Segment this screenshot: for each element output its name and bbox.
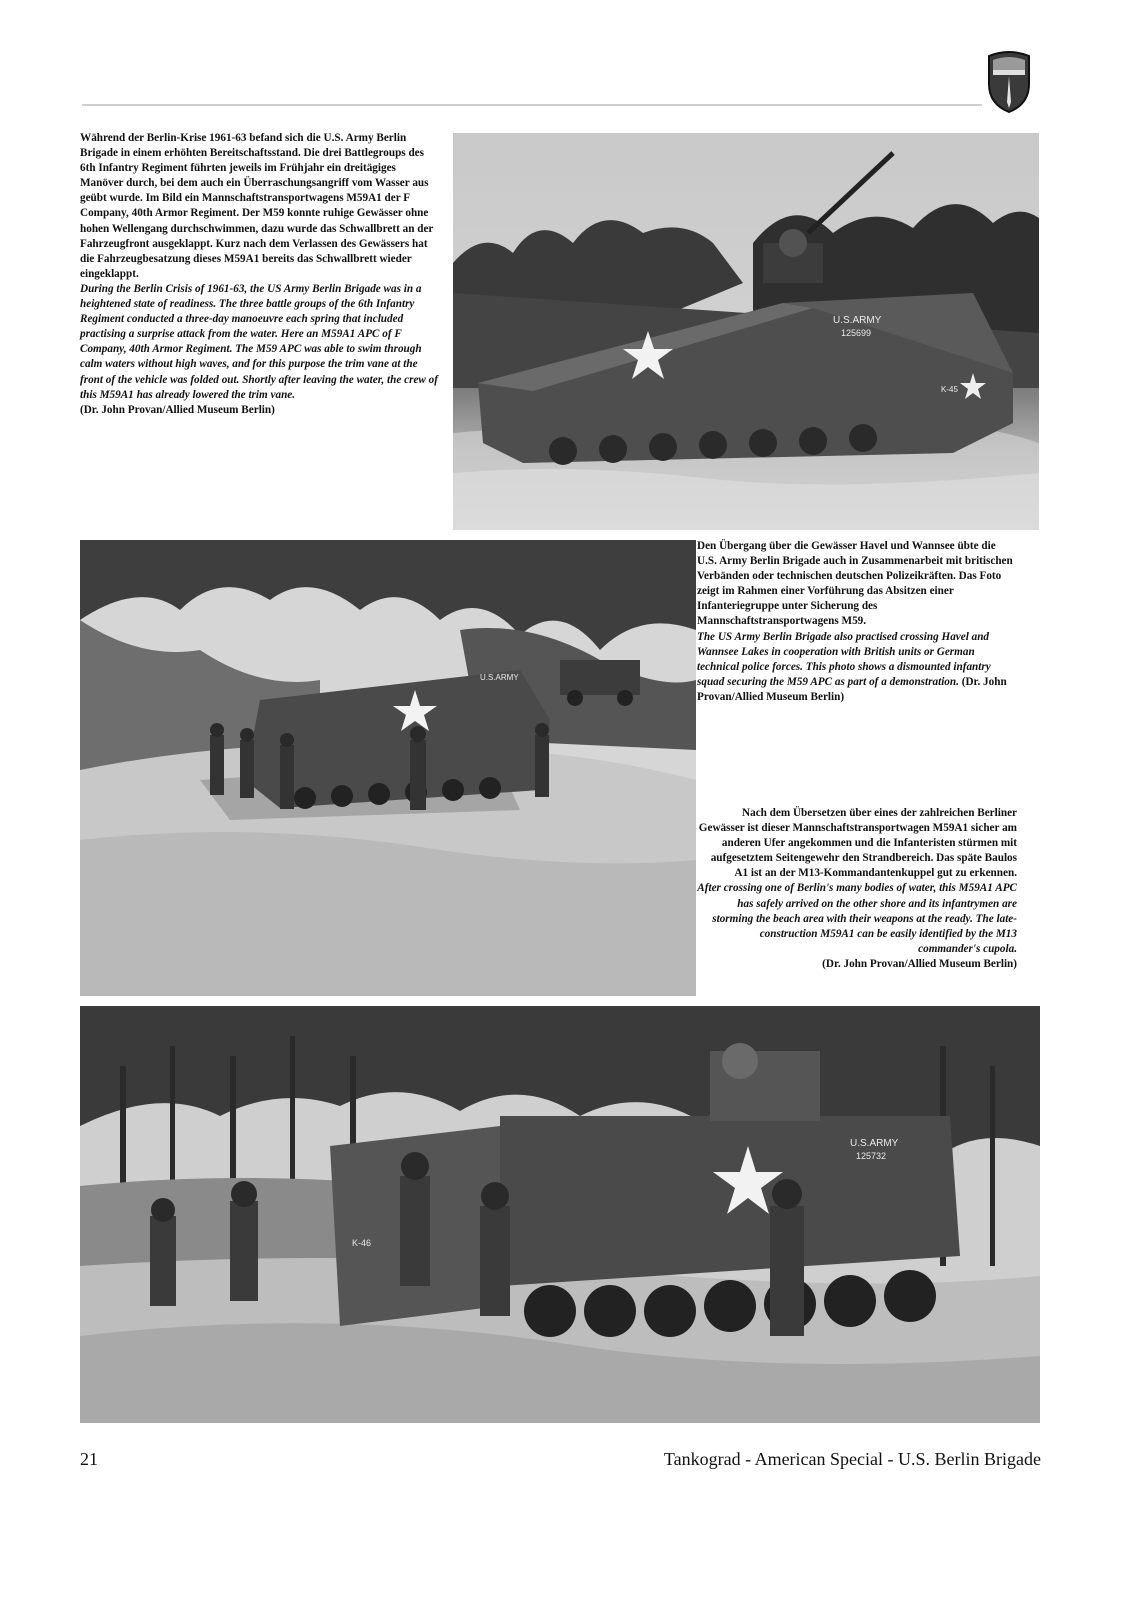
photo-credit: (Dr. John Provan/Allied Museum Berlin) (80, 403, 275, 416)
caption-apc-swimming (80, 131, 440, 418)
caption-german-text: Den Übergang über die Gewässer Havel und Wannsee übte die U.S. Army Berlin Brigade auch in Zusammenarbeit mit britischen Verbänden oder technischen deutschen Polizeikräften. Das Foto zeigt im Rahmen einer Vorführung das Absitzen einer Infanteriegruppe unter Sicherung des Mannschaftstransportwagens M59. (697, 540, 1013, 628)
caption-english-text: During the Berlin Crisis of 1961-63, the US Army Berlin Brigade was in a heightened state of readiness. The three battle groups of the 6th Infantry Regiment conducted a three-day manoeuvre each spring that included practising a surprise attack from the water. Here an M59A1 APC of F Company, 40th Armor Regiment. The M59 APC was able to swim through calm waters without high waves, and for this purpose the trim vane at the front of the vehicle was folded out. Shortly after leaving the water, the crew of this M59A1 has already lowered the trim vane. (80, 282, 438, 401)
footer-publication-title: Tankograd - American Special - U.S. Berlin Brigade (663, 1449, 1041, 1469)
vehicle-serial: 125699 (841, 328, 872, 338)
photo-m59a1-leaving-water (453, 133, 1039, 530)
vehicle-side-code: K-45 (941, 385, 958, 394)
page-number: 21 (80, 1449, 98, 1469)
photo-infantry-storming-beach (80, 1006, 1040, 1423)
caption-english-text: After crossing one of Berlin's many bodies of water, this M59A1 APC has safely arrived on the other shore and its infantrymen are storming the beach area with their weapons at the ready. The late-construction M59A1 can be easily identified by the M13 commander's cupola. (697, 882, 1017, 955)
caption-english-text: The US Army Berlin Brigade also practised crossing Havel and Wannsee Lakes in cooperation with British units or German technical police forces. This photo shows a dismounted infantry squad securing the M59 APC as part of a demonstration. (697, 630, 991, 688)
vehicle-marking: U.S.ARMY (850, 1138, 899, 1149)
caption-crossing-havel-wannsee (697, 539, 1017, 705)
vehicle-serial: 125732 (856, 1151, 887, 1161)
photo-credit: (Dr. John Provan/Allied Museum Berlin) (697, 675, 1007, 703)
shield-logo-icon (985, 50, 1033, 114)
caption-storming-beach (697, 806, 1017, 972)
vehicle-side-code: K-46 (352, 1238, 372, 1248)
vehicle-marking: U.S.ARMY (480, 673, 519, 682)
header-rule (82, 104, 982, 106)
caption-german-text: Während der Berlin-Krise 1961-63 befand sich die U.S. Army Berlin Brigade in einem erhöhten Bereitschaftsstand. Die drei Battlegroups des 6th Infantry Regiment führten jeweils im Frühjahr ein dreitägiges Manöver durch, bei dem auch ein Überraschungsangriff vom Wasser aus geübt wurde. Im Bild ein Mannschaftstransportwagens M59A1 der F Company, 40th Armor Regiment. Der M59 konnte ruhige Gewässer ohne hohen Wellengang durchschwimmen, dazu wurde das Schwallbrett an der Fahrzeugfront ausgeklappt. Kurz nach dem Verlassen des Gewässers hat die Fahrzeugbesatzung dieses M59A1 bereits das Schwallbrett wieder eingeklappt. (80, 132, 434, 280)
photo-credit: (Dr. John Provan/Allied Museum Berlin) (822, 957, 1017, 970)
photo-dismounted-squad (80, 540, 696, 996)
vehicle-marking: U.S.ARMY (833, 315, 882, 326)
caption-german-text: Nach dem Übersetzen über eines der zahlreichen Berliner Gewässer ist dieser Mannschaftstransportwagen M59A1 sicher am anderen Ufer angekommen und die Infanteristen stürmen mit aufgesetztem Seitengewehr den Strandbereich. Das späte Baulos A1 ist an der M13-Kommandantenkuppel gut zu erkennen. (698, 807, 1017, 880)
